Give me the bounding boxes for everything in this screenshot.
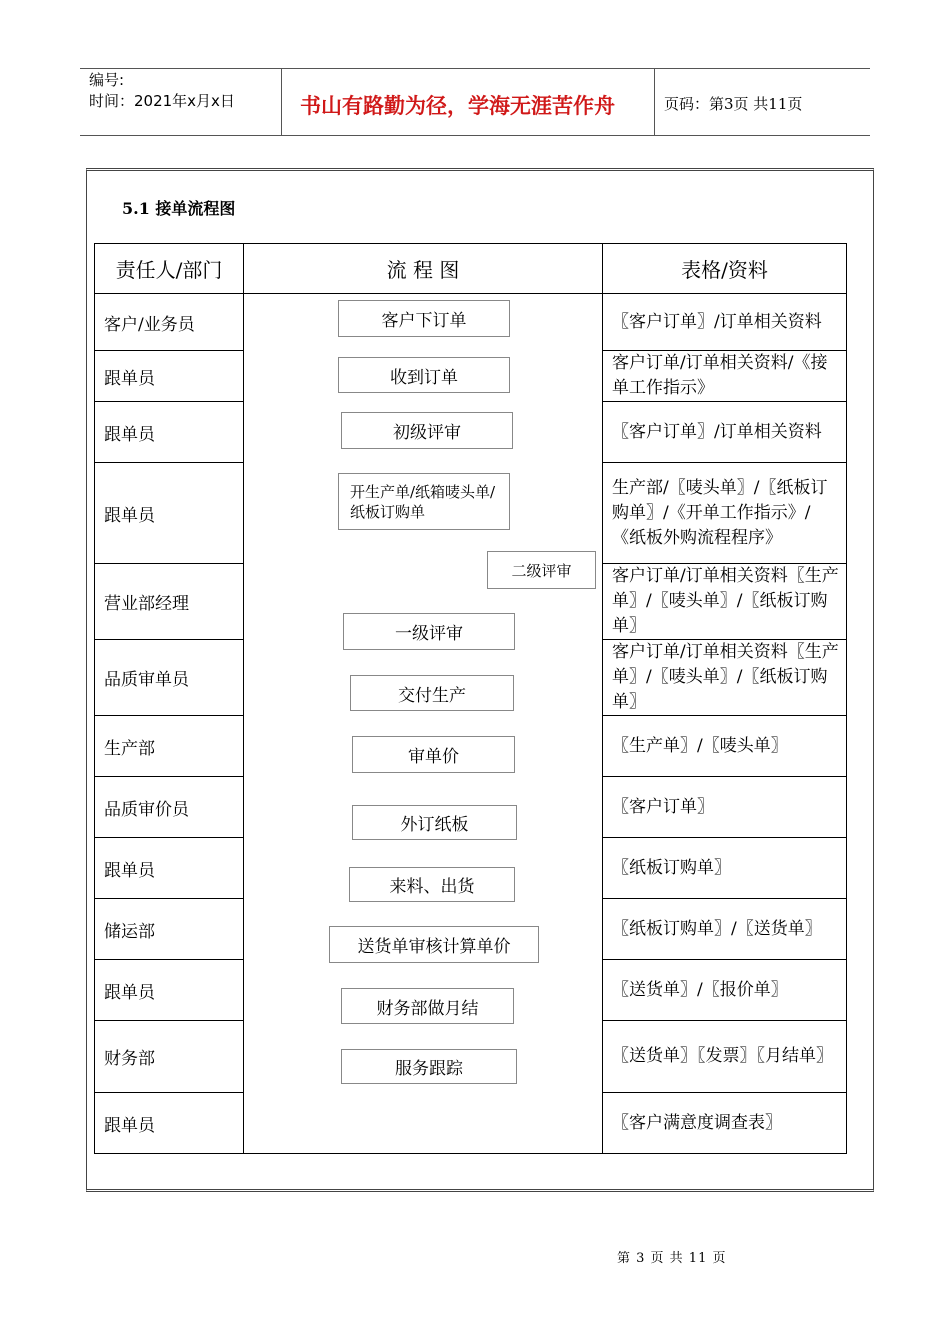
resp-cell: 跟单员 [95,838,244,899]
motto: 书山有路勤为径，学海无涯苦作舟 [300,93,615,118]
resp-cell: 品质审单员 [95,640,244,716]
resp-cell: 储运部 [95,899,244,960]
header-divider-2 [654,68,655,136]
resp-cell: 跟单员 [95,1093,244,1154]
flow-step-box: 一级评审 [343,613,515,650]
res-cell: 客户订单/订单相关资料〖生产单〗/〖唛头单〗/〖纸板订购单〗 [603,564,847,640]
resp-cell: 跟单员 [95,351,244,402]
res-cell: 〖客户订单〗 [603,777,847,838]
resp-cell: 跟单员 [95,402,244,463]
header-left [89,70,235,112]
flow-step-box: 服务跟踪 [341,1049,517,1084]
flow-step-box: 交付生产 [350,675,514,711]
res-cell: 客户订单/订单相关资料/《接单工作指示》 [603,351,847,402]
res-cell: 〖生产单〗/〖唛头单〗 [603,716,847,777]
res-cell: 生产部/〖唛头单〗/〖纸板订购单〗/《开单工作指示》/《纸板外购流程程序》 [603,463,847,564]
res-cell: 〖客户订单〗/订单相关资料 [603,294,847,351]
flow-step-box: 客户下订单 [338,300,510,337]
header-divider-1 [281,68,282,136]
time-label: 时间：2021年x月x日 [89,92,235,110]
flow-step-box: 初级评审 [341,412,513,449]
flow-step-box: 开生产单/纸箱唛头单/纸板订购单 [338,473,510,530]
table-header-row [95,244,847,294]
flow-step-box: 财务部做月结 [341,988,514,1024]
flow-step-box: 来料、出货 [349,867,515,902]
res-cell: 〖客户订单〗/订单相关资料 [603,402,847,463]
res-cell: 〖纸板订购单〗 [603,838,847,899]
res-cell: 〖送货单〗/〖报价单〗 [603,960,847,1021]
section-title: 5.1 接单流程图 [122,199,236,218]
res-cell: 〖客户满意度调查表〗 [603,1093,847,1154]
res-cell: 〖纸板订购单〗/〖送货单〗 [603,899,847,960]
header-bottom-rule [80,135,870,136]
header-flow: 流 程 图 [244,244,603,294]
resp-cell: 生产部 [95,716,244,777]
flow-step-box: 审单价 [352,736,515,773]
page-code: 页码：第3页 共11页 [664,95,803,113]
header-res: 表格/资料 [603,244,847,294]
page-footer: 第 3 页 共 11 页 [617,1251,727,1266]
code-label: 编号: [89,71,125,89]
resp-cell: 客户/业务员 [95,294,244,351]
res-cell: 客户订单/订单相关资料〖生产单〗/〖唛头单〗/〖纸板订购单〗 [603,640,847,716]
header-top-rule [80,68,870,69]
resp-cell: 营业部经理 [95,564,244,640]
flow-step-box: 收到订单 [338,357,510,393]
res-cell: 〖送货单〗〖发票〗〖月结单〗 [603,1021,847,1093]
resp-cell: 品质审价员 [95,777,244,838]
resp-cell: 财务部 [95,1021,244,1093]
flow-step-box: 二级评审 [487,551,596,589]
flow-step-box: 送货单审核计算单价 [329,926,539,963]
resp-cell: 跟单员 [95,463,244,564]
resp-cell: 跟单员 [95,960,244,1021]
header-resp: 责任人/部门 [95,244,244,294]
flow-step-box: 外订纸板 [352,805,517,840]
